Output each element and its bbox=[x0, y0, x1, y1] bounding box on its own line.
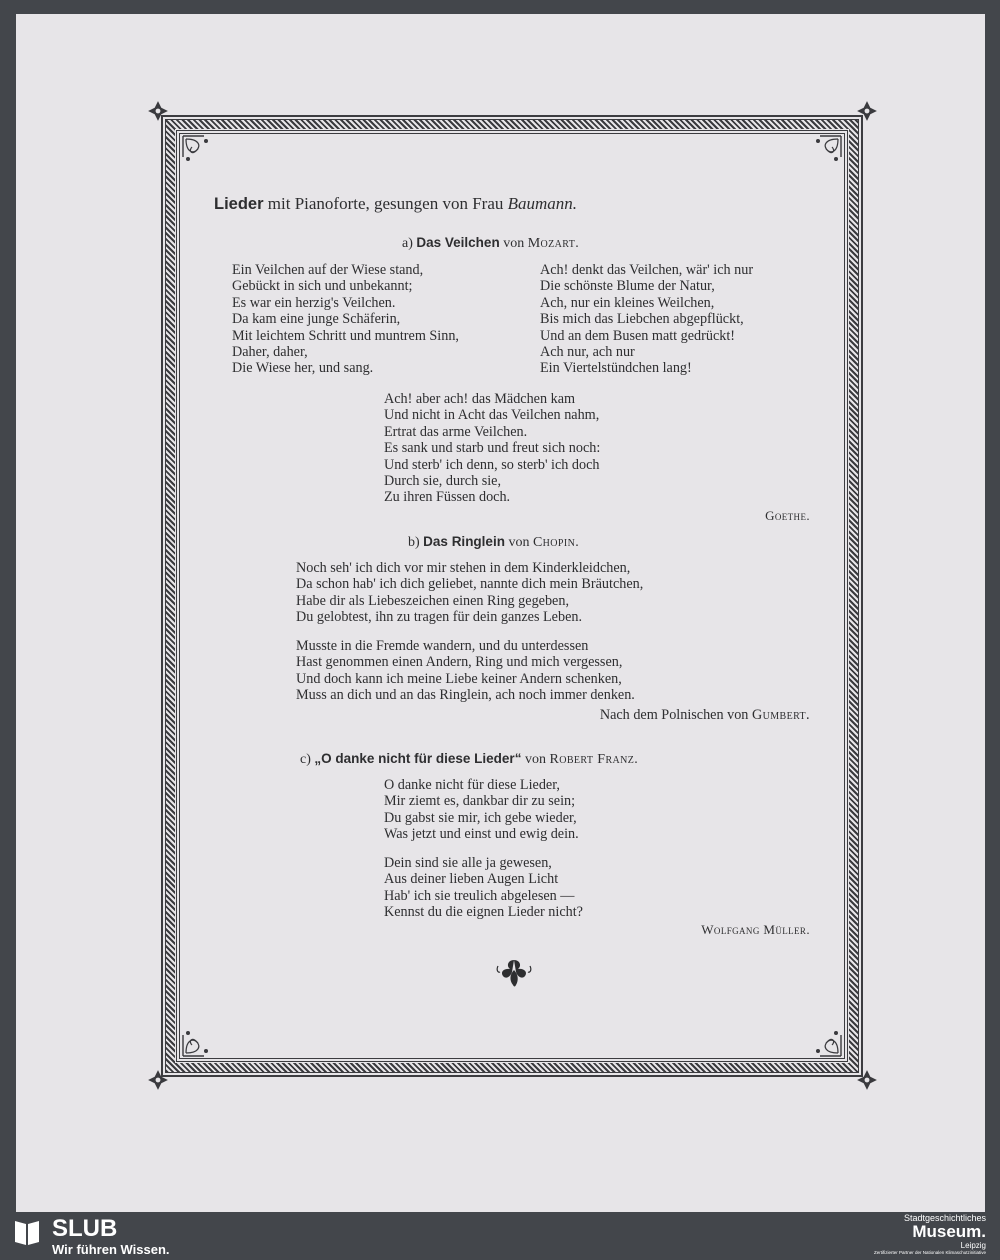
corner-ornament-icon bbox=[856, 100, 878, 122]
museum-pre: Stadtgeschichtliches bbox=[903, 1213, 986, 1223]
song-c-stanza-1: O danke nicht für diese Lieder, Mir ziemt es, dankbar dir zu sein; Du gabst sie mir, ich gebe wieder, Was jetzt und einst und ewig dein. bbox=[384, 777, 579, 843]
corner-ornament-icon bbox=[147, 100, 169, 122]
slub-name: SLUB bbox=[52, 1215, 118, 1242]
slub-logo-icon bbox=[12, 1217, 42, 1247]
song-a-author: Goethe. bbox=[765, 508, 810, 523]
page-title: Lieder mit Pianoforte, gesungen von Frau Baumann. bbox=[214, 194, 578, 213]
corner-ornament-icon bbox=[856, 1069, 878, 1091]
slub-tagline: Wir führen Wissen. bbox=[52, 1242, 170, 1257]
song-b-author: Nach dem Polnischen von Gumbert. bbox=[599, 707, 810, 723]
flourish-ornament-icon bbox=[804, 1019, 844, 1059]
flourish-ornament-icon bbox=[180, 133, 220, 173]
museum-branding bbox=[836, 1213, 986, 1256]
museum-city: Leipzig bbox=[960, 1241, 986, 1250]
song-c-author: Wolfgang Müller. bbox=[701, 922, 810, 937]
song-b-heading: b) Das Ringlein von Chopin. bbox=[408, 534, 580, 550]
song-a-stanza-2: Ach! denkt das Veilchen, wär' ich nur Die schönste Blume der Natur, Ach, nur ein kleines Weilchen, Bis mich das Liebchen abgepflückt, Und an dem Busen matt gedrückt! Ach nur, ach nur Ein Viertelstündchen lang! bbox=[540, 262, 754, 377]
flourish-ornament-icon bbox=[804, 133, 844, 173]
vine-leaf-ornament-icon bbox=[494, 956, 534, 990]
song-a-stanza-1: Ein Veilchen auf der Wiese stand, Gebückt in sich und unbekannt; Es war ein herzig's Veilchen. Da kam eine junge Schäferin, Mit leichtem Schritt und muntrem Sinn, Daher, daher, Die Wiese her, und sang. bbox=[232, 262, 459, 377]
song-c-stanza-2: Dein sind sie alle ja gewesen, Aus deiner lieben Augen Licht Hab' ich sie treulich abgelesen — Kennst du die eignen Lieder nicht? bbox=[384, 855, 583, 921]
flourish-ornament-icon bbox=[180, 1019, 220, 1059]
museum-partner-note: Zertifizierter Partner der Nationalen Klimaschutzinitiative bbox=[873, 1250, 986, 1255]
song-b-stanza-2: Musste in die Fremde wandern, und du unterdessen Hast genommen einen Andern, Ring und mich vergessen, Und doch kann ich meine Liebe keiner Andern schenken, Muss an dich und an das Ringlein, ach noch immer denken. bbox=[296, 638, 635, 704]
corner-ornament-icon bbox=[147, 1069, 169, 1091]
song-a-heading: a) Das Veilchen von Mozart. bbox=[402, 235, 580, 251]
museum-name: Museum. bbox=[912, 1222, 986, 1241]
song-a-stanza-3: Ach! aber ach! das Mädchen kam Und nicht in Acht das Veilchen nahm, Ertrat das arme Veilchen. Es sank und starb und freut sich noch: Und sterb' ich denn, so sterb' ich doch Durch sie, durch sie, Zu ihren Füssen doch. bbox=[384, 391, 601, 506]
song-b-stanza-1: Noch seh' ich dich vor mir stehen in dem Kinderkleidchen, Da schon hab' ich dich geliebet, nannte dich mein Bräutchen, Habe dir als Liebeszeichen einen Ring gegeben, Du gelobtest, ihn zu tragen für dein ganzes Leben. bbox=[296, 560, 644, 626]
song-c-heading: c) „O danke nicht für diese Lieder“ von Robert Franz. bbox=[300, 751, 639, 767]
